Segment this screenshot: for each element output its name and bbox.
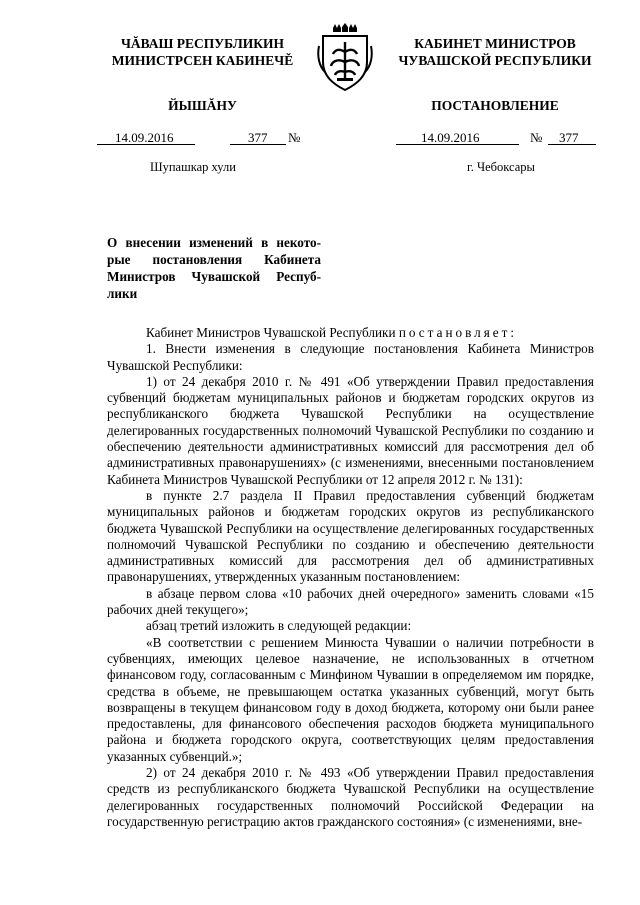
body-paragraph: 2) от 24 декабря 2010 г. № 493 «Об утверждении Правил предоставления средств из республиканского бюджета Чувашской Республики на осуществление делегированных государственных полномочий Российской Федерации на государственную регистрацию актов гражданского состояния» (с изменениями, вне- [107,765,594,829]
number-sign-chuvash: № [288,130,301,145]
date-russian: 14.09.2016 [421,130,480,145]
body-paragraph: в абзаце первом слова «10 рабочих дней очередного» заменить словами «15 рабочих дней текущего»; [107,585,594,618]
body-paragraph: 1) от 24 декабря 2010 г. № 491 «Об утверждении Правил предоставления субвенций бюджетам муниципальных районов и бюджетам городских округов из республиканского бюджета Чувашской Республики на осуществление делегированных государственных полномочий Чувашской Республики по созданию и обеспечению деятельности административных комиссий для рассмотрения дел об административных правонарушениях» (с изменениями, внесенными постановлением Кабинета Министров Чувашской Республики от 12 апреля 2012 г. № 131): [107,373,594,487]
doc-type-russian: ПОСТАНОВЛЕНИЕ [431,98,559,113]
body-paragraph: 1. Внести изменения в следующие постановления Кабинета Министров Чувашской Республики: [107,341,594,373]
header-left-line1: ЧĂВАШ РЕСПУБЛИКИН [120,36,285,51]
header-right-line2: ЧУВАШСКОЙ РЕСПУБЛИКИ [398,53,592,68]
number-sign-russian: № [530,130,543,145]
document-body [107,325,594,830]
doc-type-chuvash: ЙЫШĂНУ [168,98,237,113]
body-paragraph: абзац третий изложить в следующей редакции: [146,618,412,634]
place-russian: г. Чебоксары [467,160,535,174]
intro-prefix: Кабинет Министров Чувашской Республики [146,325,396,340]
dateline-russian [396,130,596,146]
body-paragraph: в пункте 2.7 раздела II Правил предоставления субвенций бюджетам муниципальных районов и бюджетам городских округов из республиканского бюджета Чувашской Республики на осуществление делегированных государственных полномочий Чувашской Республики по созданию и обеспечению деятельности административных комиссий для рассмотрения дел об административных правонарушениях, утвержденных указанным постановлением: [107,487,594,585]
title-line: лики [107,286,138,301]
coat-of-arms-icon [313,22,377,96]
title-line: рые постановления Кабинета [107,252,321,267]
body-paragraph: «В соответствии с решением Минюста Чувашии о наличии потребности в субвенциях, имеющих целевое назначение, не использованных в отчетном финансовом году, согласованным с Минфином Чувашии в определяемом им порядке, средства в объеме, не превышающем остатка указанных субвенций, могут быть возвращены в текущем финансовом году в доход бюджета, которому они были ранее предоставлены, для финансового обеспечения расходов бюджета муниципального района и бюджета городского округа, соответствующих целям предоставления указанных субвенций.»; [107,634,594,764]
place-chuvash: Шупашкар хули [150,160,236,174]
document-title [107,234,321,302]
intro-paragraph [107,325,594,341]
date-chuvash: 14.09.2016 [115,130,174,145]
title-line: Министров Чувашской Респуб- [107,269,321,284]
dateline-chuvash [97,130,312,146]
intro-verb: постановляет: [398,325,518,340]
header-left [95,35,310,69]
header-right-line1: КАБИНЕТ МИНИСТРОВ [414,36,576,51]
number-chuvash: 377 [248,130,268,145]
number-russian: 377 [559,130,579,145]
title-line: О внесении изменений в некото- [107,235,321,250]
header-left-line2: МИНИСТРСЕН КАБИНЕЧĚ [111,53,294,68]
header-right [385,35,605,69]
